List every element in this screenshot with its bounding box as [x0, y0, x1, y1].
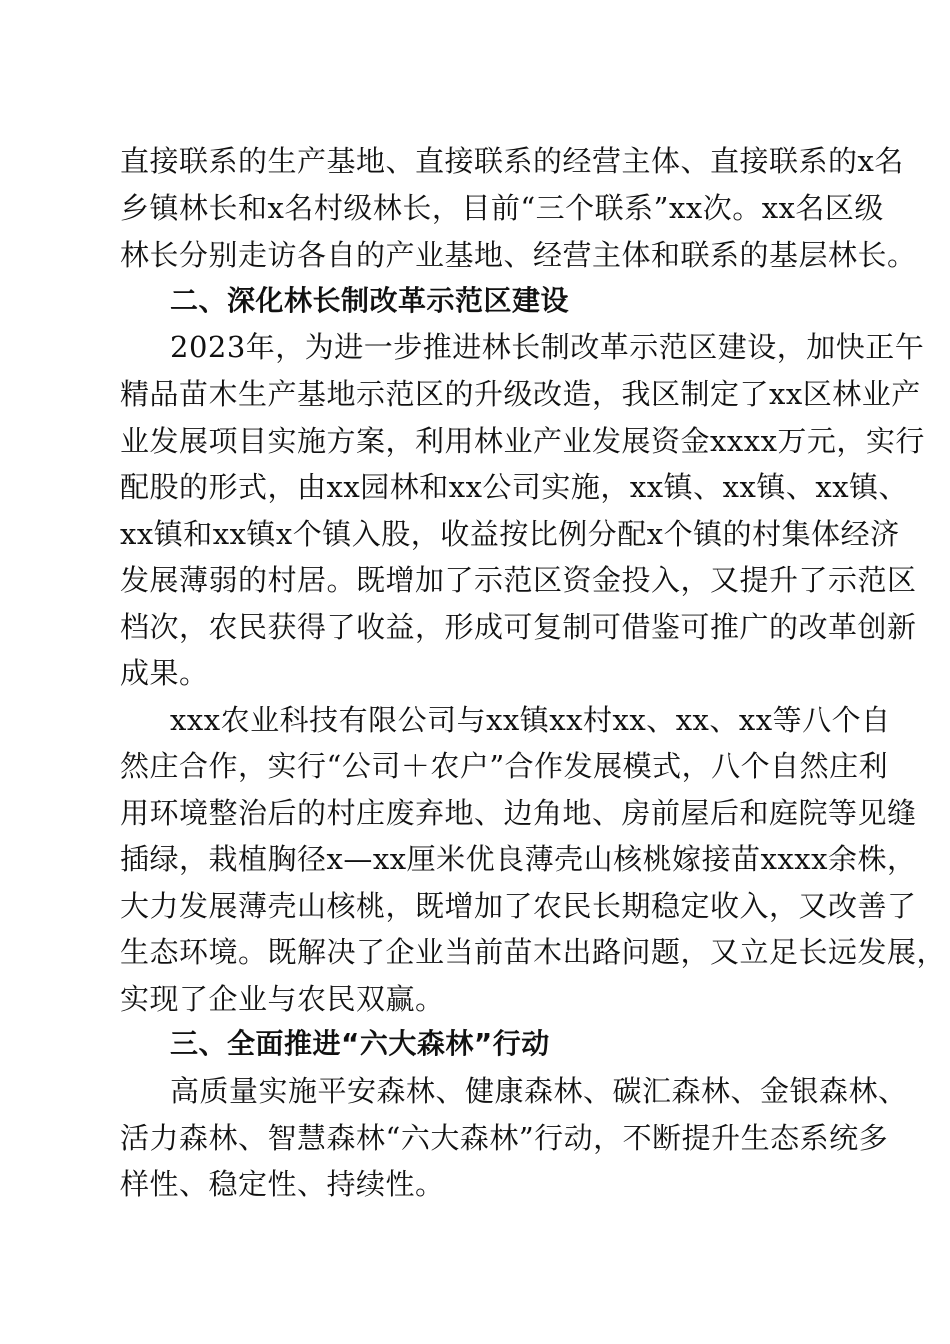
section-heading-2: 二、深化林长制改革示范区建设	[170, 284, 570, 317]
paragraph-3-line-5: 大力发展薄壳山核桃，既增加了农民长期稳定收入，又改善了	[120, 889, 917, 923]
paragraph-1-line-3: 林长分别走访各自的产业基地、经营主体和联系的基层林长。	[120, 238, 917, 272]
paragraph-1-line-2: 乡镇林长和x名村级林长，目前“三个联系”xx次。xx名区级	[120, 191, 884, 225]
paragraph-2-line-3: 业发展项目实施方案，利用林业产业发展资金xxxx万元，实行	[120, 424, 925, 458]
paragraph-3-line-6: 生态环境。既解决了企业当前苗木出路问题，又立足长远发展，	[120, 935, 947, 969]
paragraph-1-line-1: 直接联系的生产基地、直接联系的经营主体、直接联系的x名	[120, 144, 904, 178]
paragraph-3-line-2: 然庄合作，实行“公司＋农户”合作发展模式，八个自然庄利	[120, 749, 889, 783]
paragraph-4-line-3: 样性、稳定性、持续性。	[120, 1167, 445, 1201]
paragraph-4-line-1: 高质量实施平安森林、健康森林、碳汇森林、金银森林、	[170, 1074, 908, 1108]
paragraph-3-line-1: xxx农业科技有限公司与xx镇xx村xx、xx、xx等八个自	[170, 703, 891, 737]
paragraph-3-line-4: 插绿，栽植胸径x—xx厘米优良薄壳山核桃嫁接苗xxxx余株，	[120, 842, 917, 876]
paragraph-4-line-2: 活力森林、智慧森林“六大森林”行动，不断提升生态系统多	[120, 1121, 889, 1155]
paragraph-2-line-5: xx镇和xx镇x个镇入股，收益按比例分配x个镇的村集体经济	[120, 517, 900, 551]
paragraph-2-line-2: 精品苗木生产基地示范区的升级改造，我区制定了xx区林业产	[120, 377, 921, 411]
paragraph-3-line-7: 实现了企业与农民双赢。	[120, 982, 445, 1016]
section-heading-3: 三、全面推进“六大森林”行动	[170, 1027, 550, 1060]
paragraph-2-line-1: 2023年，为进一步推进林长制改革示范区建设，加快正午	[170, 330, 925, 364]
paragraph-2-line-7: 档次，农民获得了收益，形成可复制可借鉴可推广的改革创新	[120, 610, 917, 644]
paragraph-2-line-8: 成果。	[120, 656, 209, 690]
paragraph-2-line-4: 配股的形式，由xx园林和xx公司实施，xx镇、xx镇、xx镇、	[120, 470, 909, 504]
paragraph-3-line-3: 用环境整治后的村庄废弃地、边角地、房前屋后和庭院等见缝	[120, 796, 917, 830]
paragraph-2-line-6: 发展薄弱的村居。既增加了示范区资金投入，又提升了示范区	[120, 563, 917, 597]
